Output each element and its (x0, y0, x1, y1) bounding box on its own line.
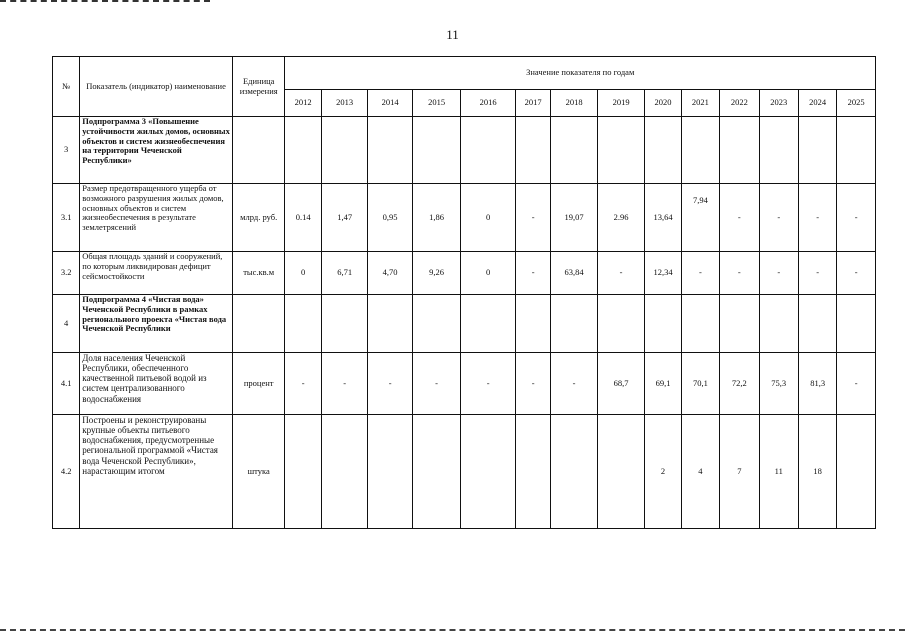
value-cell: 1,47 (321, 184, 368, 252)
table-row (53, 252, 876, 295)
value-cell (461, 415, 516, 529)
value-cell: 6,71 (321, 252, 368, 295)
value-cell (368, 117, 412, 184)
value-cell (285, 295, 321, 353)
row-number: 3.1 (53, 184, 80, 252)
table-row (53, 117, 876, 184)
row-indicator-name: Общая площадь зданий и сооружений, по которым ликвидирован дефицит сейсмостойкости (80, 252, 233, 295)
row-unit: тыс.кв.м (232, 252, 285, 295)
value-cell: 13,64 (645, 184, 681, 252)
value-cell: 2.96 (597, 184, 645, 252)
value-cell (720, 295, 759, 353)
value-cell (515, 117, 550, 184)
value-cell (551, 117, 598, 184)
row-number: 4.2 (53, 415, 80, 529)
value-cell (837, 117, 876, 184)
value-cell (551, 295, 598, 353)
col-header-indicator: Показатель (индикатор) наименование (80, 57, 233, 117)
value-cell (837, 415, 876, 529)
value-cell: 18 (798, 415, 836, 529)
value-cell: 68,7 (597, 353, 645, 415)
value-cell: - (515, 353, 550, 415)
value-cell: - (681, 252, 719, 295)
value-cell (368, 295, 412, 353)
value-cell (681, 117, 719, 184)
indicators-table (52, 56, 876, 529)
value-cell: - (798, 184, 836, 252)
value-cell: 0 (285, 252, 321, 295)
value-cell (597, 295, 645, 353)
row-unit: процент (232, 353, 285, 415)
table-row (53, 184, 876, 252)
value-cell (645, 117, 681, 184)
value-cell (798, 295, 836, 353)
row-number: 3.2 (53, 252, 80, 295)
header-row-top (53, 57, 876, 90)
value-cell: 4 (681, 415, 719, 529)
row-unit (232, 117, 285, 184)
value-cell: - (759, 184, 798, 252)
value-cell (412, 415, 461, 529)
value-cell (285, 117, 321, 184)
year-header: 2015 (412, 90, 461, 117)
row-number: 4 (53, 295, 80, 353)
value-cell (321, 415, 368, 529)
value-cell (412, 117, 461, 184)
value-cell: 1,86 (412, 184, 461, 252)
row-unit (232, 295, 285, 353)
value-cell (461, 117, 516, 184)
year-header: 2012 (285, 90, 321, 117)
year-header: 2021 (681, 90, 719, 117)
value-cell (551, 415, 598, 529)
scan-edge-top (0, 0, 210, 2)
page-number: 11 (446, 27, 459, 42)
value-cell: 0.14 (285, 184, 321, 252)
value-cell (681, 295, 719, 353)
value-cell (759, 117, 798, 184)
year-header: 2020 (645, 90, 681, 117)
value-cell: 12,34 (645, 252, 681, 295)
row-number: 4.1 (53, 353, 80, 415)
row-unit: млрд. руб. (232, 184, 285, 252)
value-cell (798, 117, 836, 184)
year-header: 2025 (837, 90, 876, 117)
year-header: 2013 (321, 90, 368, 117)
value-cell (645, 295, 681, 353)
value-cell: - (720, 252, 759, 295)
value-cell: - (798, 252, 836, 295)
value-cell: 69,1 (645, 353, 681, 415)
row-indicator-name: Размер предотвращенного ущерба от возможного разрушения жилых домов, основных объектов и систем жизнеобеспечения в результате землетрясений (80, 184, 233, 252)
value-cell: 72,2 (720, 353, 759, 415)
value-cell (321, 117, 368, 184)
value-cell: - (285, 353, 321, 415)
value-cell: 0,95 (368, 184, 412, 252)
value-cell (759, 295, 798, 353)
value-cell: - (551, 353, 598, 415)
value-cell: 0 (461, 252, 516, 295)
value-cell (515, 415, 550, 529)
row-indicator-name: Подпрограмма 3 «Повышение устойчивости жилых домов, основных объектов и систем жизнеобеспечения на территории Чеченской Республики» (80, 117, 233, 184)
value-cell (597, 117, 645, 184)
value-cell: - (368, 353, 412, 415)
value-cell (461, 295, 516, 353)
year-header: 2023 (759, 90, 798, 117)
year-header: 2016 (461, 90, 516, 117)
row-number: 3 (53, 117, 80, 184)
value-cell: - (837, 353, 876, 415)
value-cell: 2 (645, 415, 681, 529)
col-header-values: Значение показателя по годам (285, 57, 876, 90)
value-cell: - (597, 252, 645, 295)
value-cell: 7 (720, 415, 759, 529)
value-cell: 70,1 (681, 353, 719, 415)
col-header-unit: Единица измерения (232, 57, 285, 117)
value-cell (321, 295, 368, 353)
year-header: 2017 (515, 90, 550, 117)
value-cell: - (515, 184, 550, 252)
row-unit: штука (232, 415, 285, 529)
value-cell (412, 295, 461, 353)
value-cell: 0 (461, 184, 516, 252)
row-indicator-name: Доля населения Чеченской Республики, обеспеченного качественной питьевой водой из систем централизованного водоснабжения (80, 353, 233, 415)
value-cell: - (720, 184, 759, 252)
year-header: 2022 (720, 90, 759, 117)
scan-edge-bottom (0, 629, 905, 631)
value-cell: - (837, 184, 876, 252)
value-cell: - (759, 252, 798, 295)
year-header: 2014 (368, 90, 412, 117)
value-cell: 63,84 (551, 252, 598, 295)
value-cell (720, 117, 759, 184)
year-header: 2018 (551, 90, 598, 117)
row-indicator-name: Подпрограмма 4 «Чистая вода» Чеченской Республики в рамках регионального проекта «Чистая вода Чеченской Республики (80, 295, 233, 353)
value-cell: - (412, 353, 461, 415)
value-cell: - (321, 353, 368, 415)
value-cell: - (837, 252, 876, 295)
value-cell: 11 (759, 415, 798, 529)
value-cell (597, 415, 645, 529)
table-row (53, 415, 876, 529)
value-cell: 81,3 (798, 353, 836, 415)
value-cell: - (461, 353, 516, 415)
year-header: 2019 (597, 90, 645, 117)
value-cell: 7,94 (681, 184, 719, 252)
col-header-no: № (53, 57, 80, 117)
value-cell (515, 295, 550, 353)
value-cell (285, 415, 321, 529)
table-row (53, 353, 876, 415)
year-header: 2024 (798, 90, 836, 117)
value-cell: - (515, 252, 550, 295)
value-cell (368, 415, 412, 529)
table-row (53, 295, 876, 353)
row-indicator-name: Построены и реконструированы крупные объекты питьевого водоснабжения, предусмотренные региональной программой «Чистая вода Чеченской Республики», нарастающим итогом (80, 415, 233, 529)
value-cell: 75,3 (759, 353, 798, 415)
value-cell: 4,70 (368, 252, 412, 295)
value-cell: 9,26 (412, 252, 461, 295)
value-cell: 19,07 (551, 184, 598, 252)
value-cell (837, 295, 876, 353)
